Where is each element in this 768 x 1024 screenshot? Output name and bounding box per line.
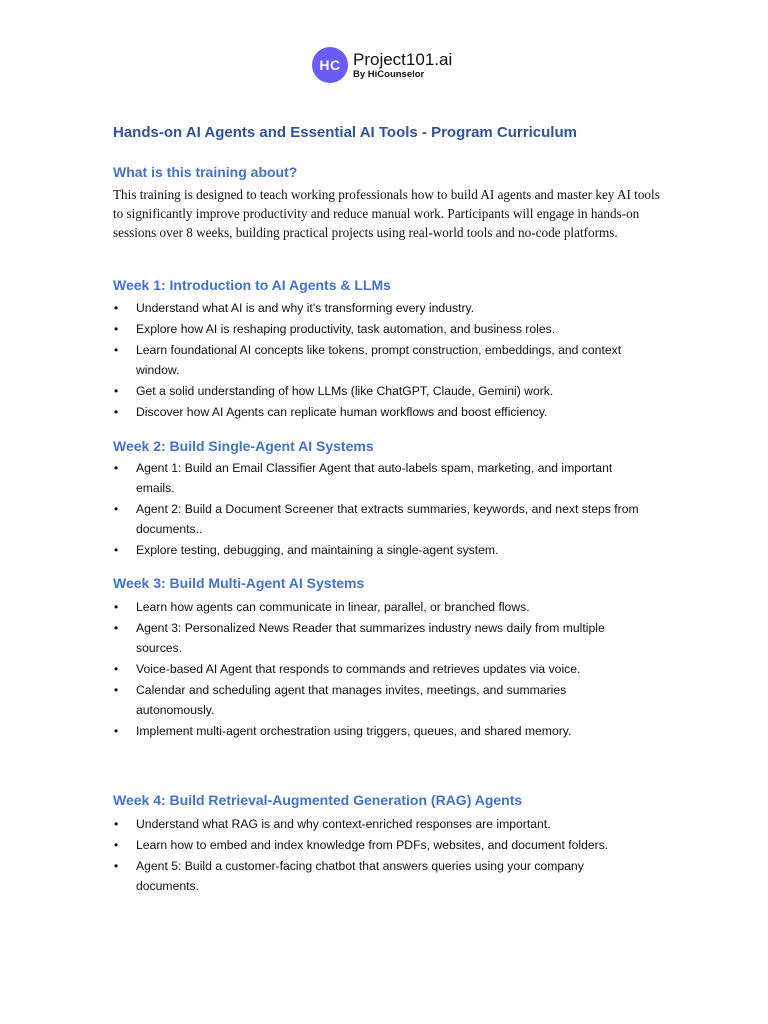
list-item: • Understand what AI is and why it's transforming every industry.: [113, 298, 643, 318]
week-3-heading: Week 3: Build Multi-Agent AI Systems: [113, 575, 365, 591]
list-item: • Implement multi-agent orchestration using triggers, queues, and shared memory.: [113, 721, 643, 741]
list-item: • Explore testing, debugging, and maintaining a single-agent system.: [113, 540, 643, 560]
list-item: • Learn foundational AI concepts like tokens, prompt construction, embeddings, and context window.: [113, 340, 643, 380]
list-item: • Agent 1: Build an Email Classifier Agent that auto-labels spam, marketing, and important emails.: [113, 458, 643, 498]
document-title: Hands-on AI Agents and Essential AI Tools - Program Curriculum: [113, 124, 577, 141]
week-2-list: [113, 458, 643, 561]
brand-header: [312, 46, 452, 84]
week-3-list: [113, 597, 643, 742]
list-item: • Voice-based AI Agent that responds to commands and retrieves updates via voice.: [113, 659, 643, 679]
brand-text: [353, 50, 452, 81]
list-item: • Agent 3: Personalized News Reader that summarizes industry news daily from multiple sources.: [113, 618, 643, 658]
intro-heading: What is this training about?: [113, 164, 298, 180]
intro-paragraph: This training is designed to teach working professionals how to build AI agents and master key AI tools to significantly improve productivity and reduce manual work. Participants will engage in hands-on sessions over 8 weeks, building practical projects using real-world tools and no-code platforms.: [113, 187, 660, 241]
list-item: • Learn how to embed and index knowledge from PDFs, websites, and document folders.: [113, 835, 643, 855]
list-item: • Understand what RAG is and why context-enriched responses are important.: [113, 814, 643, 834]
list-item: • Agent 5: Build a customer-facing chatbot that answers queries using your company documents.: [113, 856, 643, 896]
brand-subtitle: By HiCounselor: [353, 68, 425, 80]
list-item: • Discover how AI Agents can replicate human workflows and boost efficiency.: [113, 402, 643, 422]
logo-initials: HC: [319, 57, 341, 73]
list-item: • Agent 2: Build a Document Screener that extracts summaries, keywords, and next steps from documents..: [113, 499, 643, 539]
week-4-heading: Week 4: Build Retrieval-Augmented Generation (RAG) Agents: [113, 792, 523, 808]
list-item: • Explore how AI is reshaping productivity, task automation, and business roles.: [113, 319, 643, 339]
week-1-list: [113, 298, 643, 423]
logo-badge: [312, 47, 348, 83]
week-2-heading: Week 2: Build Single-Agent AI Systems: [113, 438, 374, 454]
week-1-heading: Week 1: Introduction to AI Agents & LLMs: [113, 277, 391, 293]
list-item: • Get a solid understanding of how LLMs (like ChatGPT, Claude, Gemini) work.: [113, 381, 643, 401]
list-item: • Learn how agents can communicate in linear, parallel, or branched flows.: [113, 597, 643, 617]
week-4-list: [113, 814, 643, 897]
list-item: • Calendar and scheduling agent that manages invites, meetings, and summaries autonomously.: [113, 680, 643, 720]
brand-name: Project101.ai: [353, 49, 453, 69]
